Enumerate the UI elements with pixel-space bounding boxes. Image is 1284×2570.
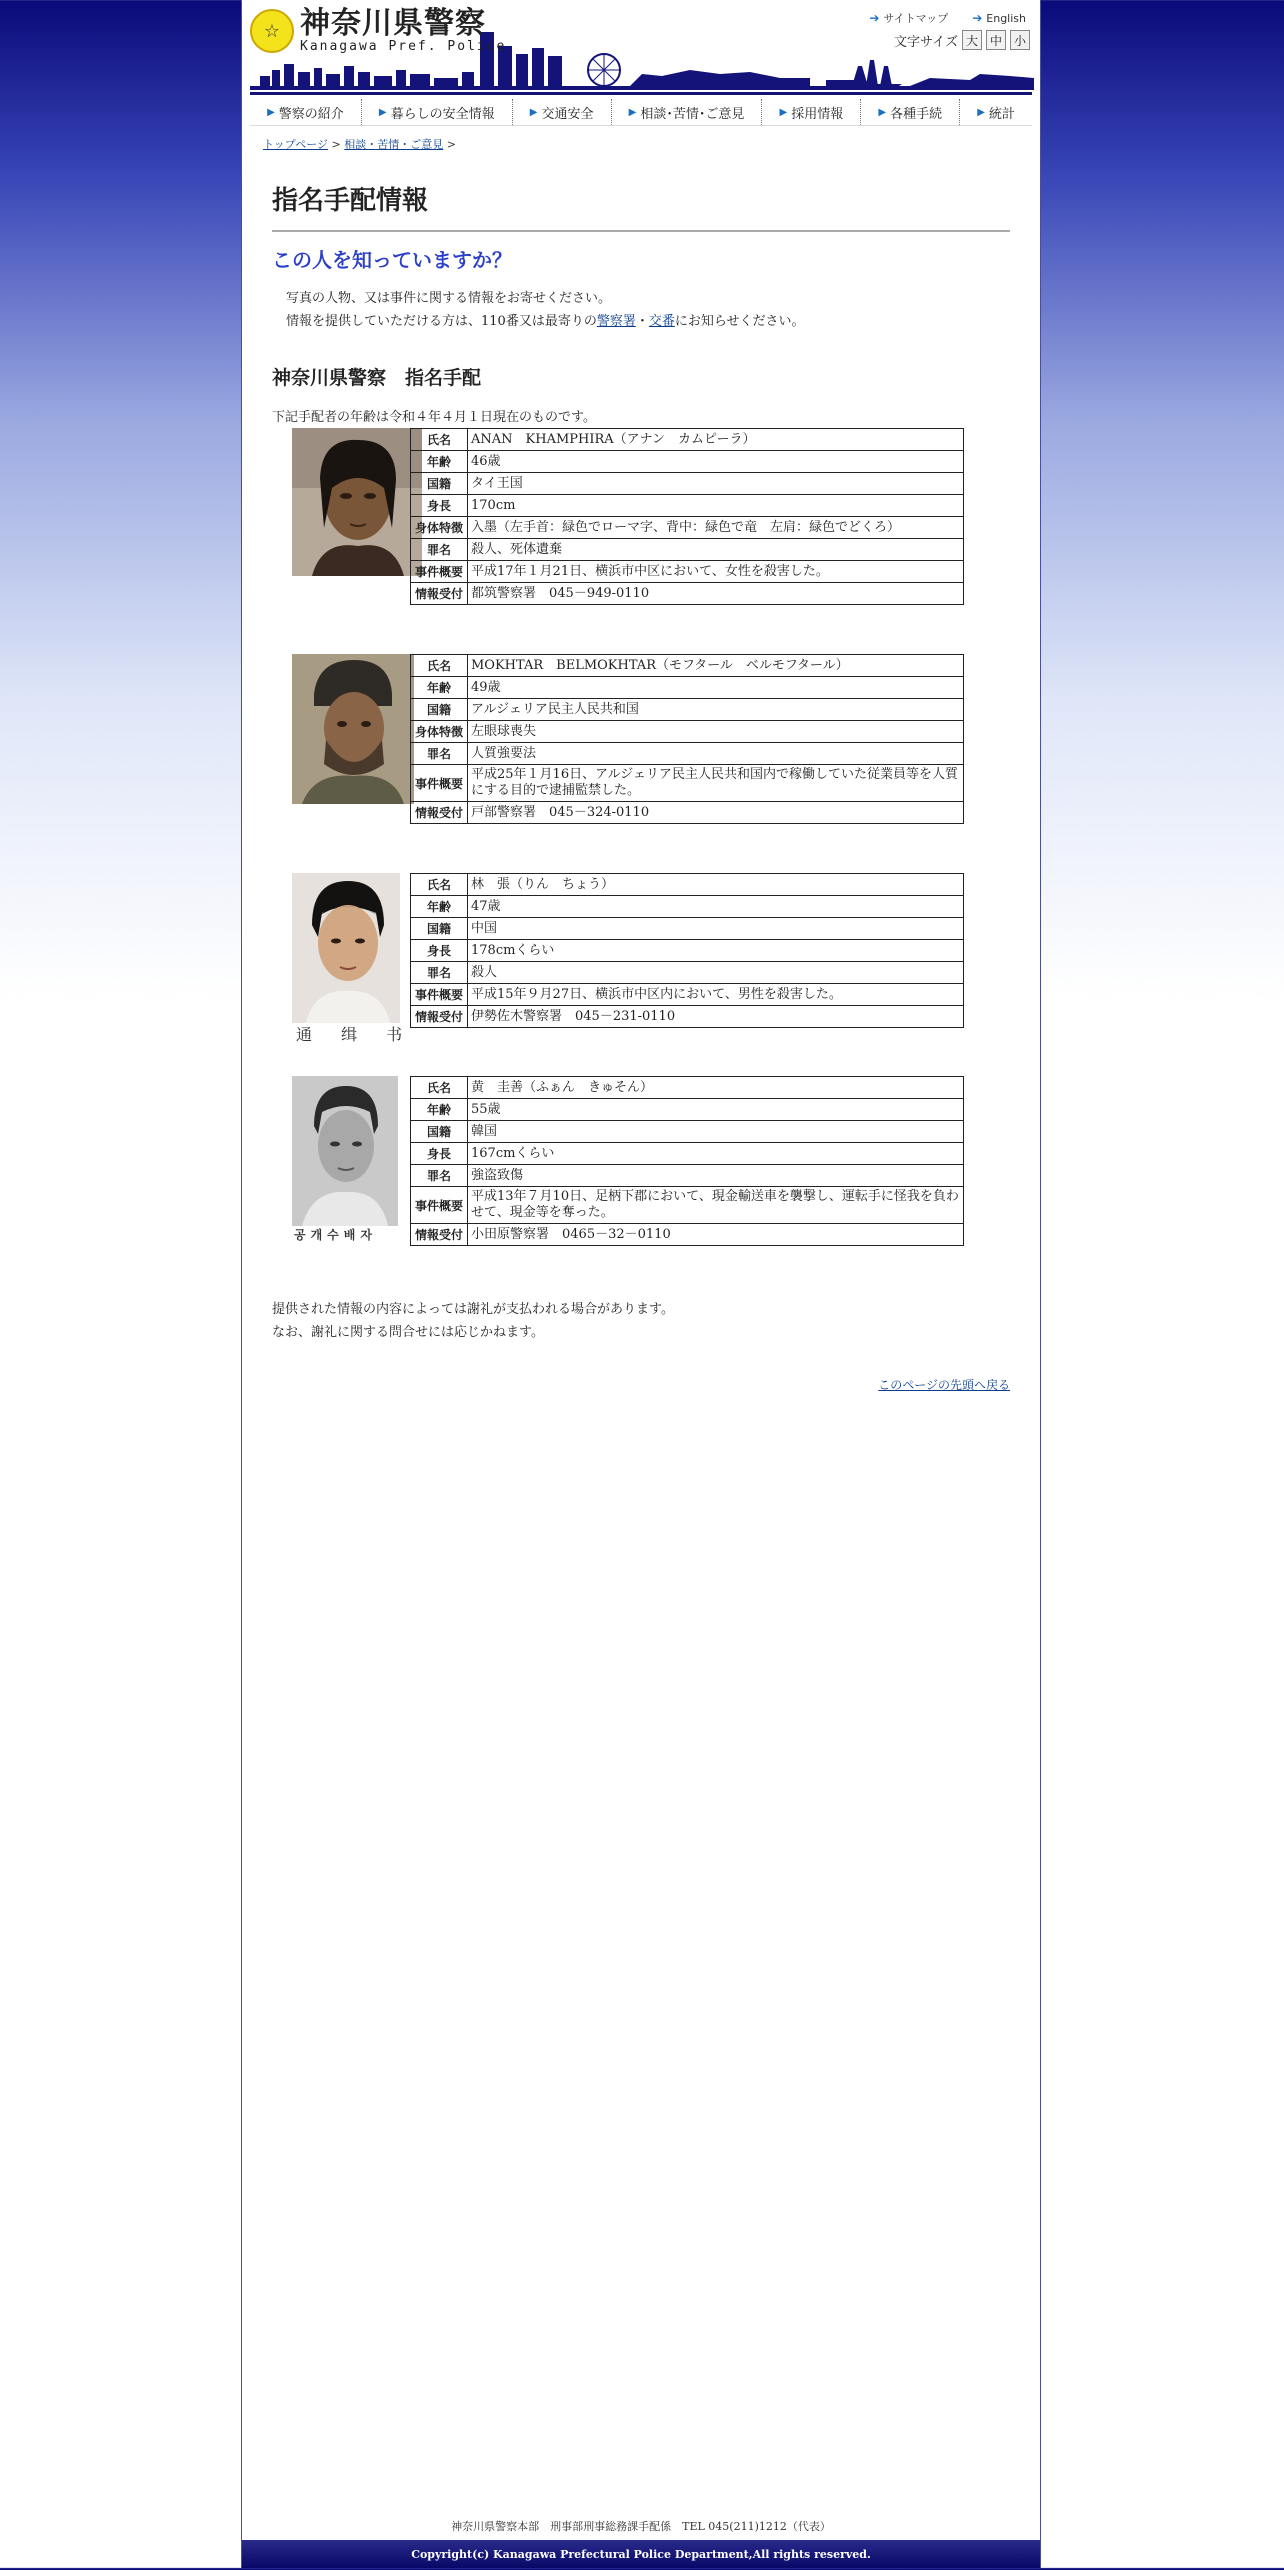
nav-item-statistics[interactable]: ▶ 統計: [977, 106, 1015, 122]
utility-links: [869, 10, 1026, 26]
info-label: 国籍: [411, 918, 468, 940]
age-note: 下記手配者の年齢は令和４年４月１日現在のものです。: [272, 410, 596, 425]
info-value: 55歳: [468, 1099, 964, 1121]
nav-item-consult[interactable]: ▶ 相談･苦情･ご意見: [612, 99, 763, 125]
page-container: [241, 0, 1041, 2568]
triangle-right-icon: ▶: [267, 106, 275, 118]
info-value: 強盗致傷: [468, 1165, 964, 1187]
triangle-right-icon: ▶: [878, 106, 887, 118]
info-label: 事件概要: [411, 1187, 468, 1224]
sitemap-link[interactable]: [869, 10, 948, 26]
english-link[interactable]: [972, 10, 1026, 26]
info-label: 氏名: [411, 874, 468, 896]
info-value: 左眼球喪失: [468, 721, 964, 743]
arrow-right-icon: ➔: [972, 11, 983, 25]
info-value: 韓国: [468, 1121, 964, 1143]
suspect-photo: [292, 1076, 398, 1226]
info-label: 罪名: [411, 1165, 468, 1187]
info-value: 178cmくらい: [468, 940, 964, 962]
section-title: 神奈川県警察 指名手配: [272, 367, 482, 389]
suspect-photo: [292, 428, 422, 576]
police-station-link[interactable]: 警察署: [596, 314, 636, 329]
info-value: 170cm: [468, 495, 964, 517]
info-label: 氏名: [411, 1077, 468, 1099]
info-label: 事件概要: [411, 561, 468, 583]
nav-item-procedures[interactable]: ▶ 各種手続: [861, 99, 960, 125]
nav-item-traffic[interactable]: ▶ 交通安全: [513, 99, 612, 125]
nav-item-recruit[interactable]: ▶ 採用情報: [762, 99, 861, 125]
info-label: 身体特徴: [411, 721, 468, 743]
footer-copyright: Copyright(c) Kanagawa Prefectural Police Department,All rights reserved.: [242, 2540, 1040, 2568]
font-size-small-button[interactable]: 小: [1010, 30, 1030, 50]
info-label: 身長: [411, 940, 468, 962]
wanted-info-table: [410, 873, 964, 1028]
info-label: 事件概要: [411, 984, 468, 1006]
breadcrumb: トップページ > 相談・苦情・ご意見 >: [263, 138, 456, 151]
info-value: 中国: [468, 918, 964, 940]
info-value: アルジェリア民主人民共和国: [468, 699, 964, 721]
english-label: English: [986, 11, 1026, 25]
info-value: 都筑警察署 045－949-0110: [468, 583, 964, 605]
info-value: 人質強要法: [468, 743, 964, 765]
breadcrumb-top-link[interactable]: トップページ: [263, 138, 329, 151]
info-label: 国籍: [411, 699, 468, 721]
info-label: 情報受付: [411, 1224, 468, 1246]
font-size-large-button[interactable]: 大: [962, 30, 982, 50]
header: [242, 0, 1040, 92]
triangle-right-icon: ▶: [378, 106, 387, 118]
info-label: 国籍: [411, 473, 468, 495]
suspect-photo: [292, 654, 414, 804]
info-label: 罪名: [411, 539, 468, 561]
info-value: 伊勢佐木警察署 045－231-0110: [468, 1006, 964, 1028]
info-value: 林 張（りん ちょう）: [468, 874, 964, 896]
footer-contact: 神奈川県警察本部 刑事部刑事総務課手配係 TEL 045(211)1212（代表）: [451, 2520, 831, 2533]
info-value: 戸部警察署 045－324-0110: [468, 802, 964, 824]
main-content: [272, 180, 1010, 425]
wanted-info-table: [410, 654, 964, 824]
info-value: 49歳: [468, 677, 964, 699]
wanted-info-table: [410, 1076, 964, 1246]
info-label: 身長: [411, 495, 468, 517]
info-value: 平成13年７月10日、足柄下郡において、現金輸送車を襲撃し、運転手に怪我を負わせて、現金等を奪った。: [468, 1187, 964, 1224]
triangle-right-icon: ▶: [628, 106, 637, 118]
font-size-label: 文字サイズ: [894, 34, 958, 50]
photo-caption: 通 缉 书: [296, 1025, 415, 1044]
info-value: MOKHTAR BELMOKHTAR（モフタール ベルモフタール）: [468, 655, 964, 677]
wanted-info-table: [410, 428, 964, 605]
intro-text: 写真の人物、又は事件に関する情報をお寄せください。 情報を提供していただける方は、110番又は最寄りの警察署・交番にお知らせください。: [286, 291, 805, 329]
info-label: 罪名: [411, 962, 468, 984]
page-title: 指名手配情報: [272, 180, 1010, 232]
koban-link[interactable]: 交番: [648, 314, 675, 329]
back-to-top-link[interactable]: このページの先頭へ戻る: [878, 1378, 1010, 1392]
info-value: 46歳: [468, 451, 964, 473]
info-value: 167cmくらい: [468, 1143, 964, 1165]
logo-title: 神奈川県警察: [300, 6, 486, 41]
info-value: 小田原警察署 0465－32－0110: [468, 1224, 964, 1246]
info-value: 47歳: [468, 896, 964, 918]
photo-caption: 공개수배자: [294, 1228, 377, 1242]
info-label: 身長: [411, 1143, 468, 1165]
info-value: タイ王国: [468, 473, 964, 495]
info-label: 身体特徴: [411, 517, 468, 539]
info-value: 入墨（左手首：緑色でローマ字、背中：緑色で竜 左肩：緑色でどくろ）: [468, 517, 964, 539]
triangle-right-icon: ▶: [779, 106, 788, 118]
info-label: 罪名: [411, 743, 468, 765]
info-label: 事件概要: [411, 765, 468, 802]
arrow-right-icon: ➔: [869, 11, 880, 25]
triangle-right-icon: ▶: [529, 106, 538, 118]
closing-note: 提供された情報の内容によっては謝礼が支払われる場合があります。 なお、謝礼に関する問合せには応じかねます。: [272, 1302, 674, 1340]
logo[interactable]: [250, 8, 506, 54]
info-label: 年齢: [411, 451, 468, 473]
font-size-medium-button[interactable]: 中: [986, 30, 1006, 50]
info-label: 年齢: [411, 677, 468, 699]
suspect-photo: [292, 873, 400, 1023]
info-value: 殺人: [468, 962, 964, 984]
info-value: 黄 圭善（ふぁん きゅそん）: [468, 1077, 964, 1099]
info-value: 平成15年９月27日、横浜市中区内において、男性を殺害した。: [468, 984, 964, 1006]
police-emblem-icon: ☆: [250, 9, 294, 53]
logo-subtitle: Kanagawa Pref. Police: [300, 39, 507, 54]
global-nav: [250, 92, 1032, 126]
info-value: 殺人、死体遺棄: [468, 539, 964, 561]
info-label: 氏名: [411, 655, 468, 677]
info-label: 情報受付: [411, 1006, 468, 1028]
info-value: ANAN KHAMPHIRA（アナン カムピーラ）: [468, 429, 964, 451]
info-label: 国籍: [411, 1121, 468, 1143]
info-label: 情報受付: [411, 583, 468, 605]
nav-item-about[interactable]: ▶ 警察の紹介: [250, 99, 362, 125]
info-value: 平成17年１月21日、横浜市中区において、女性を殺害した。: [468, 561, 964, 583]
info-label: 年齢: [411, 896, 468, 918]
font-size-control: [894, 30, 1030, 50]
nav-item-safety[interactable]: ▶ 暮らしの安全情報: [362, 99, 513, 125]
breadcrumb-consult-link[interactable]: 相談・苦情・ご意見: [344, 138, 444, 151]
info-label: 氏名: [411, 429, 468, 451]
triangle-right-icon: ▶: [977, 106, 985, 118]
info-value: 平成25年１月16日、アルジェリア民主人民共和国内で稼働していた従業員等を人質にする目的で逮捕監禁した。: [468, 765, 964, 802]
info-label: 情報受付: [411, 802, 468, 824]
page-subhead: この人を知っていますか？: [272, 248, 512, 272]
sitemap-label: サイトマップ: [883, 12, 949, 25]
info-label: 年齢: [411, 1099, 468, 1121]
